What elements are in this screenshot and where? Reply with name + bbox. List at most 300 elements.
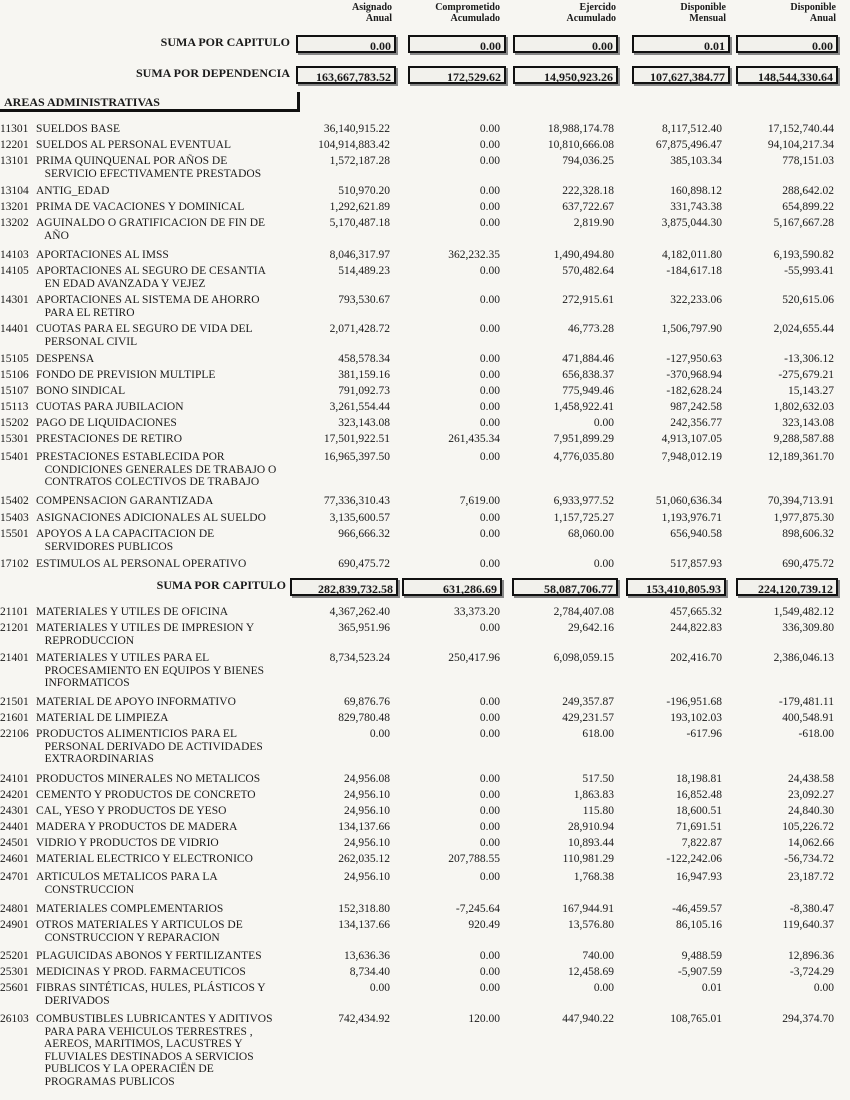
value-ejercido-acumulado: 46,773.28 [568,323,614,335]
value-disponible-mensual: 331,743.38 [670,201,722,213]
description-line: MATERIALES Y UTILES DE IMPRESION Y [36,622,255,634]
value-comprometido-acumulado: 0.00 [479,871,500,883]
value-asignado-anual: 1,292,621.89 [329,201,390,213]
value-asignado-anual: 793,530.67 [338,294,390,306]
value-asignado-anual: 791,092.73 [338,385,390,397]
account-description [36,385,306,398]
value-ejercido-acumulado: 28,910.94 [568,821,614,833]
suma-dependencia-disp-mensual: 107,627,384.77 [632,66,730,84]
account-code: 15113 [0,401,29,413]
value-disponible-mensual: 18,198.81 [676,773,722,785]
account-description [36,871,306,896]
account-description [36,805,306,818]
account-code: 24401 [0,821,29,833]
account-code: 24501 [0,837,29,849]
value-comprometido-acumulado: 0.00 [479,401,500,413]
value-comprometido-acumulado: 250,417.96 [448,652,500,664]
value-comprometido-acumulado: 207,788.55 [448,853,500,865]
suma-capitulo-total-disp-anual: 224,120,739.12 [736,578,838,596]
description-line: PROCESAMIENTO EN EQUIPOS Y BIENES [36,664,264,677]
description-line: VIDRIO Y PRODUCTOS DE VIDRIO [36,837,219,849]
value-asignado-anual: 4,367,262.40 [329,606,390,618]
suma-capitulo-total-label: SUMA POR CAPITULO [156,578,286,592]
description-line: COMPENSACION GARANTIZADA [36,495,214,507]
account-code: 13202 [0,217,29,229]
account-code: 25301 [0,966,29,978]
section-title: AREAS ADMINISTRATIVAS [0,92,300,112]
description-line: FIBRAS SINTÉTICAS, HULES, PLÁSTICOS Y [36,982,266,994]
value-disponible-anual: 12,189,361.70 [767,451,834,463]
value-ejercido-acumulado: 471,884.46 [562,353,614,365]
account-description [36,622,306,647]
value-disponible-mensual: 202,416.70 [670,652,722,664]
value-ejercido-acumulado: 6,933,977.52 [553,495,614,507]
value-disponible-mensual: 193,102.03 [670,712,722,724]
value-disponible-mensual: 1,506,797.90 [661,323,722,335]
value-comprometido-acumulado: 7,619.00 [459,495,500,507]
value-comprometido-acumulado: 0.00 [479,950,500,962]
value-disponible-anual: 294,374.70 [782,1013,834,1025]
value-disponible-anual: 520,615.06 [782,294,834,306]
account-description [36,369,306,382]
value-asignado-anual: 8,046,317.97 [329,249,390,261]
value-comprometido-acumulado: 0.00 [479,417,500,429]
value-disponible-anual: -179,481.11 [778,696,834,708]
value-disponible-anual: 1,802,632.03 [773,401,834,413]
value-comprometido-acumulado: 0.00 [479,294,500,306]
account-description [36,821,306,834]
value-disponible-mensual: 656,940.58 [670,528,722,540]
description-line: MATERIAL DE APOYO INFORMATIVO [36,696,236,708]
value-disponible-mensual: 108,765.01 [670,1013,722,1025]
account-description [36,789,306,802]
value-disponible-mensual: 9,488.59 [681,950,722,962]
value-comprometido-acumulado: 0.00 [479,528,500,540]
account-code: 24901 [0,919,29,931]
value-ejercido-acumulado: 0.00 [593,558,614,570]
value-comprometido-acumulado: 0.00 [479,773,500,785]
value-disponible-mensual: 457,665.32 [670,606,722,618]
value-ejercido-acumulado: 13,576.80 [568,919,614,931]
value-asignado-anual: 262,035.12 [338,853,390,865]
value-disponible-mensual: -46,459.57 [672,903,722,915]
description-line: CAL, YESO Y PRODUCTOS DE YESO [36,805,227,817]
value-disponible-mensual: -196,951.68 [666,696,722,708]
value-asignado-anual: 690,475.72 [338,558,390,570]
suma-capitulo-total-asignado: 282,839,732.58 [290,578,398,596]
value-comprometido-acumulado: 0.00 [479,982,500,994]
description-line: SERVICIO EFECTIVAMENTE PRESTADOS [36,167,262,180]
account-description [36,652,306,690]
account-code: 14401 [0,323,29,335]
value-comprometido-acumulado: 0.00 [479,123,500,135]
account-description [36,950,306,963]
account-description [36,512,306,525]
account-code: 14103 [0,249,29,261]
account-description [36,123,306,136]
value-ejercido-acumulado: 4,776,035.80 [553,451,614,463]
account-description [36,966,306,979]
value-ejercido-acumulado: 272,915.61 [562,294,614,306]
value-disponible-anual: 17,152,740.44 [767,123,834,135]
description-line: CONDICIONES GENERALES DE TRABAJO O [36,463,277,476]
value-asignado-anual: 8,734.40 [349,966,390,978]
value-asignado-anual: 24,956.08 [344,773,390,785]
account-code: 12201 [0,139,29,151]
value-disponible-mensual: 3,875,044.30 [661,217,722,229]
value-disponible-mensual: 0.01 [701,982,722,994]
value-asignado-anual: 8,734,523.24 [329,652,390,664]
account-description [36,903,306,916]
account-description [36,1013,306,1089]
account-description [36,728,306,766]
value-asignado-anual: 24,956.10 [344,805,390,817]
value-ejercido-acumulado: 517.50 [582,773,614,785]
description-line: PRODUCTOS ALIMENTICIOS PARA EL [36,728,237,740]
suma-capitulo-disp-anual: 0.00 [736,35,838,53]
value-disponible-mensual: 4,182,011.80 [662,249,722,261]
value-ejercido-acumulado: 618.00 [582,728,614,740]
account-code: 15107 [0,385,29,397]
description-line: DERIVADOS [36,994,110,1007]
value-disponible-mensual: 242,356.77 [670,417,722,429]
account-description [36,433,306,446]
description-line: APOYOS A LA CAPACITACION DE [36,528,215,540]
value-comprometido-acumulado: 0.00 [479,512,500,524]
description-line: PRODUCTOS MINERALES NO METALICOS [36,773,261,785]
account-description [36,201,306,214]
account-code: 17102 [0,558,29,570]
value-ejercido-acumulado: 29,642.16 [568,622,614,634]
value-disponible-mensual: 4,913,107.05 [661,433,722,445]
value-comprometido-acumulado: 0.00 [479,558,500,570]
value-asignado-anual: 13,636.36 [344,950,390,962]
description-line: PUBLICOS Y LA OPERACIËN DE [36,1063,214,1076]
account-code: 15105 [0,353,29,365]
value-comprometido-acumulado: 0.00 [479,185,500,197]
account-code: 14105 [0,265,29,277]
suma-capitulo-total-disp-mensual: 153,410,805.93 [626,578,726,596]
value-ejercido-acumulado: 18,988,174.78 [547,123,614,135]
description-line: PRIMA QUINQUENAL POR AÑOS DE [36,155,228,167]
account-code: 25201 [0,950,29,962]
account-code: 15403 [0,512,29,524]
account-code: 21601 [0,712,29,724]
value-disponible-anual: -8,380.47 [789,903,834,915]
description-line: OTROS MATERIALES Y ARTICULOS DE [36,919,243,931]
value-asignado-anual: 1,572,187.28 [329,155,390,167]
account-code: 15301 [0,433,29,445]
value-disponible-mensual: -182,628.24 [666,385,722,397]
value-ejercido-acumulado: 2,784,407.08 [553,606,614,618]
description-line: FLUVIALES DESTINADOS A SERVICIOS [36,1050,254,1063]
value-disponible-mensual: 18,600.51 [676,805,722,817]
account-description [36,155,306,180]
description-line: APORTACIONES AL SEGURO DE CESANTIA [36,265,266,277]
account-code: 15402 [0,495,29,507]
value-ejercido-acumulado: 1,863.83 [573,789,614,801]
account-code: 15401 [0,451,29,463]
account-description [36,417,306,430]
value-ejercido-acumulado: 740.00 [582,950,614,962]
description-line: PRESTACIONES ESTABLECIDA POR [36,451,225,463]
value-disponible-anual: 336,309.80 [782,622,834,634]
account-description [36,696,306,709]
value-ejercido-acumulado: 7,951,899.29 [553,433,614,445]
value-comprometido-acumulado: 0.00 [479,201,500,213]
value-disponible-anual: 400,548.91 [782,712,834,724]
value-disponible-anual: 14,062.66 [788,837,834,849]
description-line: APORTACIONES AL IMSS [36,249,169,261]
account-code: 24101 [0,773,29,785]
value-disponible-anual: -3,724.29 [789,966,834,978]
value-comprometido-acumulado: 0.00 [479,789,500,801]
value-asignado-anual: 3,261,554.44 [329,401,390,413]
description-line: APORTACIONES AL SISTEMA DE AHORRO [36,294,260,306]
description-line: ANTIG_EDAD [36,185,110,197]
value-comprometido-acumulado: 0.00 [479,265,500,277]
value-disponible-anual: 6,193,590.82 [773,249,834,261]
value-comprometido-acumulado: 0.00 [479,451,500,463]
value-disponible-anual: 12,896.36 [788,950,834,962]
value-disponible-mensual: 987,242.58 [670,401,722,413]
account-description [36,558,306,571]
value-disponible-mensual: -617.96 [686,728,722,740]
value-comprometido-acumulado: 0.00 [479,217,500,229]
value-disponible-mensual: 86,105.16 [676,919,722,931]
value-disponible-anual: 94,104,217.34 [767,139,834,151]
value-asignado-anual: 458,578.34 [338,353,390,365]
account-code: 21101 [0,606,29,618]
value-comprometido-acumulado: 261,435.34 [448,433,500,445]
value-ejercido-acumulado: 115.80 [582,805,614,817]
value-disponible-anual: 24,438.58 [788,773,834,785]
account-code: 14301 [0,294,29,306]
value-asignado-anual: 966,666.32 [338,528,390,540]
description-line: MADERA Y PRODUCTOS DE MADERA [36,821,238,833]
account-code: 21201 [0,622,29,634]
account-description [36,401,306,414]
value-disponible-anual: 2,024,655.44 [773,323,834,335]
description-line: AÑO [36,229,69,242]
value-ejercido-acumulado: 0.00 [593,982,614,994]
value-comprometido-acumulado: 920.49 [468,919,500,931]
description-line: EXTRAORDINARIAS [36,753,154,766]
value-disponible-mensual: -127,950.63 [666,353,722,365]
account-description [36,294,306,319]
value-asignado-anual: 510,970.20 [338,185,390,197]
value-disponible-mensual: 7,948,012.19 [661,451,722,463]
header-ejercido-acumulado: Ejercido Acumulado [566,2,616,24]
value-ejercido-acumulado: 1,768.38 [573,871,614,883]
description-line: PRIMA DE VACACIONES Y DOMINICAL [36,201,245,213]
value-comprometido-acumulado: 0.00 [479,805,500,817]
suma-dependencia-disp-anual: 148,544,330.64 [736,66,838,84]
value-disponible-anual: -13,306.12 [784,353,834,365]
value-comprometido-acumulado: 0.00 [479,323,500,335]
value-ejercido-acumulado: 0.00 [593,417,614,429]
description-line: DESPENSA [36,353,95,365]
value-disponible-mensual: 385,103.34 [670,155,722,167]
value-disponible-mensual: -370,968.94 [666,369,722,381]
value-disponible-anual: 0.00 [813,982,834,994]
description-line: PARA PARA VEHICULOS TERRESTRES , [36,1025,253,1038]
value-asignado-anual: 514,489.23 [338,265,390,277]
value-disponible-anual: 1,549,482.12 [773,606,834,618]
value-asignado-anual: 16,965,397.50 [323,451,390,463]
value-comprometido-acumulado: 0.00 [479,139,500,151]
account-code: 21401 [0,652,29,664]
header-comprometido-acumulado: Comprometido Acumulado [435,2,500,24]
header-asignado-anual: Asignado Anual [351,2,392,24]
description-line: SUELDOS AL PERSONAL EVENTUAL [36,139,231,151]
description-line: AGUINALDO O GRATIFICACION DE FIN DE [36,217,266,229]
value-asignado-anual: 134,137.66 [338,919,390,931]
account-code: 24801 [0,903,29,915]
value-comprometido-acumulado: 0.00 [479,696,500,708]
value-disponible-mensual: 244,822.83 [670,622,722,634]
value-asignado-anual: 3,135,600.57 [329,512,390,524]
description-line: BONO SINDICAL [36,385,126,397]
description-line: REPRODUCCION [36,634,135,647]
value-asignado-anual: 742,434.92 [338,1013,390,1025]
value-ejercido-acumulado: 2,819.90 [573,217,614,229]
value-disponible-anual: 70,394,713.91 [767,495,834,507]
value-asignado-anual: 77,336,310.43 [323,495,390,507]
description-line: MATERIAL DE LIMPIEZA [36,712,169,724]
description-line: CONTRATOS COLECTIVOS DE TRABAJO [36,476,260,489]
account-description [36,773,306,786]
description-line: PERSONAL CIVIL [36,335,138,348]
value-ejercido-acumulado: 429,231.57 [562,712,614,724]
value-ejercido-acumulado: 1,458,922.41 [553,401,614,413]
account-code: 26103 [0,1013,29,1025]
header-disponible-mensual: Disponible Mensual [680,2,726,24]
account-description [36,265,306,290]
value-comprometido-acumulado: 0.00 [479,821,500,833]
suma-capitulo-ejercido: 0.00 [513,35,618,53]
value-disponible-anual: -56,734.72 [784,853,834,865]
value-ejercido-acumulado: 447,940.22 [562,1013,614,1025]
value-comprometido-acumulado: 120.00 [468,1013,500,1025]
description-line: PAGO DE LIQUIDACIONES [36,417,177,429]
value-disponible-anual: 23,092.27 [788,789,834,801]
value-disponible-anual: 690,475.72 [782,558,834,570]
description-line: CONSTRUCCION Y REPARACION [36,931,220,944]
value-ejercido-acumulado: 1,490,494.80 [553,249,614,261]
account-code: 11301 [0,123,29,135]
value-disponible-anual: -275,679.21 [778,369,834,381]
value-disponible-mensual: 322,233.06 [670,294,722,306]
description-line: AEREOS, MARITIMOS, LACUSTRES Y [36,1038,243,1051]
value-comprometido-acumulado: 0.00 [479,837,500,849]
value-comprometido-acumulado: -7,245.64 [455,903,500,915]
value-ejercido-acumulado: 794,036.25 [562,155,614,167]
description-line: ESTIMULOS AL PERSONAL OPERATIVO [36,558,247,570]
value-ejercido-acumulado: 10,893.44 [568,837,614,849]
value-asignado-anual: 365,951.96 [338,622,390,634]
value-asignado-anual: 24,956.10 [344,871,390,883]
account-description [36,837,306,850]
suma-dependencia-ejercido: 14,950,923.26 [513,66,618,84]
value-comprometido-acumulado: 0.00 [479,385,500,397]
description-line: PARA EL RETIRO [36,306,135,319]
value-asignado-anual: 829,780.48 [338,712,390,724]
value-disponible-mensual: 51,060,636.34 [655,495,722,507]
account-code: 15106 [0,369,29,381]
account-description [36,495,306,508]
value-asignado-anual: 69,876.76 [344,696,390,708]
value-asignado-anual: 24,956.10 [344,789,390,801]
description-line: PRESTACIONES DE RETIRO [36,433,183,445]
value-asignado-anual: 381,159.16 [338,369,390,381]
account-description [36,249,306,262]
value-comprometido-acumulado: 33,373.20 [454,606,500,618]
value-disponible-mensual: -122,242.06 [666,853,722,865]
suma-capitulo-total-ejercido: 58,087,706.77 [512,578,618,596]
value-comprometido-acumulado: 362,232.35 [448,249,500,261]
value-comprometido-acumulado: 0.00 [479,728,500,740]
value-disponible-anual: 24,840.30 [788,805,834,817]
description-line: CEMENTO Y PRODUCTOS DE CONCRETO [36,789,256,801]
account-description [36,139,306,152]
value-ejercido-acumulado: 167,944.91 [562,903,614,915]
account-code: 13201 [0,201,29,213]
value-asignado-anual: 104,914,883.42 [318,139,390,151]
description-line: CONSTRUCCION [36,883,135,896]
description-line: COMBUSTIBLES LUBRICANTES Y ADITIVOS [36,1013,273,1025]
value-ejercido-acumulado: 570,482.64 [562,265,614,277]
account-description [36,185,306,198]
account-description [36,451,306,489]
account-code: 24201 [0,789,29,801]
suma-capitulo-total-comprometido: 631,286.69 [402,578,502,596]
account-code: 15501 [0,528,29,540]
description-line: PERSONAL DERIVADO DE ACTIVIDADES [36,740,263,753]
value-disponible-mensual: 67,875,496.47 [655,139,722,151]
value-disponible-anual: 9,288,587.88 [773,433,834,445]
value-disponible-mensual: 16,852.48 [676,789,722,801]
value-ejercido-acumulado: 656,838.37 [562,369,614,381]
value-disponible-anual: 654,899.22 [782,201,834,213]
suma-dependencia-label: SUMA POR DEPENDENCIA [135,66,290,80]
description-line: FONDO DE PREVISION MULTIPLE [36,369,216,381]
account-code: 24701 [0,871,29,883]
description-line: MATERIAL ELECTRICO Y ELECTRONICO [36,853,253,865]
value-disponible-anual: 2,386,046.13 [773,652,834,664]
value-asignado-anual: 2,071,428.72 [329,323,390,335]
description-line: PLAGUICIDAS ABONOS Y FERTILIZANTES [36,950,262,962]
description-line: SERVIDORES PUBLICOS [36,540,174,553]
value-disponible-anual: 15,143.27 [788,385,834,397]
value-disponible-anual: 119,640.37 [782,919,834,931]
value-disponible-anual: 778,151.03 [782,155,834,167]
suma-capitulo-comprometido: 0.00 [408,35,506,53]
description-line: CUOTAS PARA JUBILACION [36,401,184,413]
value-disponible-mensual: 160,898.12 [670,185,722,197]
account-code: 21501 [0,696,29,708]
value-disponible-anual: 23,187.72 [788,871,834,883]
value-disponible-anual: 1,977,875.30 [773,512,834,524]
description-line: EN EDAD AVANZADA Y VEJEZ [36,277,206,290]
description-line: MATERIALES Y UTILES DE OFICINA [36,606,229,618]
account-description [36,323,306,348]
value-disponible-anual: 5,167,667.28 [773,217,834,229]
account-description [36,853,306,866]
suma-capitulo-asignado: 0.00 [296,35,396,53]
value-disponible-anual: 105,226.72 [782,821,834,833]
value-disponible-anual: 288,642.02 [782,185,834,197]
